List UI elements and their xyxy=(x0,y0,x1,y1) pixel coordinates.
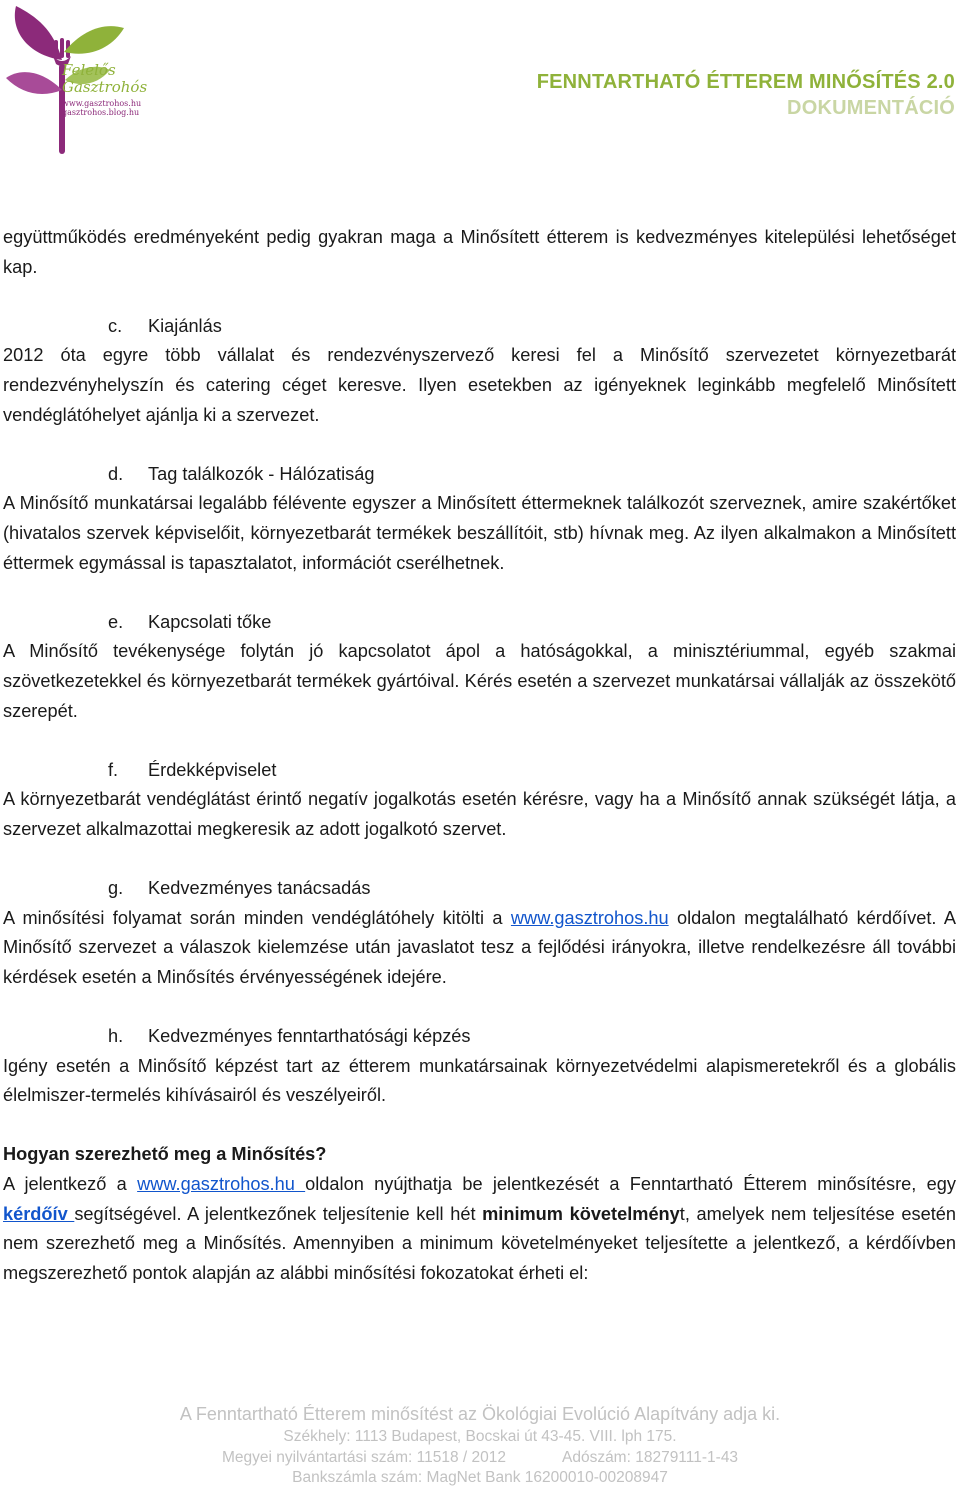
section-heading-c xyxy=(3,312,956,342)
text-run: oldalon megtalálható kérdőívet. A Minősítő szervezet a válaszok kielemzése után javaslatot tesz a fejlődési irányokra, illetve rendelkezésre áll további kérdések esetén a Minősítés érvényességének idejére. xyxy=(3,907,956,987)
footer-issuer: A Fenntartható Étterem minősítést az Ökológiai Evolúció Alapítvány adja ki. xyxy=(179,1404,781,1424)
footer-registration xyxy=(0,1449,960,1467)
section-letter: e. xyxy=(108,611,124,632)
section-heading-h xyxy=(3,1022,956,1052)
section-title: Érdekképviselet xyxy=(148,759,277,780)
section-letter: h. xyxy=(108,1026,124,1047)
logo-url-main: www.gasztrohos.hu xyxy=(62,99,142,108)
footer-bank-account: Bankszámla szám: MagNet Bank 16200010-00208947 xyxy=(292,1469,668,1486)
text-run: t, amelyek nem teljesítése esetén nem szerezhető meg a Minősítés. Amennyiben a minimum követelményeket teljesítette a jelentkező, a kérdőívben megszerezhető pontok alapján az alábbi minősítési fokozatokat érheti el: xyxy=(3,1203,957,1283)
section-text-e: A Minősítő tevékenysége folytán jó kapcsolatot ápol a hatóságokkal, a minisztériummal, egyéb szakmai szövetkezetekkel és környezetbarát termékek gyártóival. Kérés esetén a szervezet munkatársai vállalják az összekötő szerepét. xyxy=(3,641,956,721)
footer-address: Székhely: 1113 Budapest, Bocskai út 43-45. VIII. lph 175. xyxy=(283,1428,677,1445)
text-run: A jelentkező a xyxy=(3,1174,138,1194)
section-text-d: A Minősítő munkatársai legalább félévente egyszer a Minősített éttermeknek találkozót szerveznek, amire szakértőket (hivatalos szervek képviselőit, környezetbarát termékek beszállítóit, stb) hívnak meg. Az ilyen alkalmakon a Minősített éttermek egymással is tapasztalatot, információt cserélhetnek. xyxy=(3,493,956,573)
page-header xyxy=(0,0,960,170)
logo-url-blog: gasztrohos.blog.hu xyxy=(62,108,140,117)
text-run: A minősítési folyamat során minden vendéglátóhely kitölti a xyxy=(3,907,511,928)
section-title: Kapcsolati tőke xyxy=(148,611,272,632)
section-letter: c. xyxy=(108,315,123,336)
section-text-c: 2012 óta egyre több vállalat és rendezvényszervező keresi fel a Minősítő szervezetet környezetbarát rendezvényhelyszín és catering céget keresve. Ilyen esetekben az igényeknek leginkább megfelelő Minősített vendéglátóhelyet ajánlja ki a szervezet. xyxy=(3,345,956,425)
section-title: Kedvezményes fenntarthatósági képzés xyxy=(148,1026,471,1047)
document-subtitle: DOKUMENTÁCIÓ xyxy=(787,97,955,119)
document-body xyxy=(3,223,956,1288)
logo-text-felelos: Felelős xyxy=(62,61,116,79)
minimum-requirement-bold: minimum követelmény xyxy=(482,1203,680,1224)
document-title: FENNTARTHATÓ ÉTTEREM MINŐSÍTÉS 2.0 xyxy=(536,71,955,93)
section-title: Kiajánlás xyxy=(148,315,222,336)
felelos-gasztrohos-logo xyxy=(2,0,158,168)
kerdoiv-link[interactable]: kérdőív xyxy=(3,1203,75,1224)
gasztrohos-link-2[interactable]: www.gasztrohos.hu xyxy=(137,1174,306,1194)
text-run: segítségével. A jelentkezőnek teljesítenie kell hét xyxy=(74,1203,483,1224)
how-paragraph xyxy=(3,1170,956,1288)
section-heading-d xyxy=(3,460,956,490)
section-title: Kedvezményes tanácsadás xyxy=(148,878,371,899)
section-letter: f. xyxy=(108,759,119,780)
section-text-h: Igény esetén a Minősítő képzést tart az étterem munkatársainak környezetvédelmi alapismeretekről és a globális élelmiszer-termelés kihívásairól és veszélyeiről. xyxy=(3,1055,956,1106)
section-text-g xyxy=(3,904,956,993)
section-letter: d. xyxy=(108,463,124,484)
logo-text-gasztrohos: Gasztrohós xyxy=(62,78,148,96)
section-heading-f xyxy=(3,756,956,786)
section-heading-g xyxy=(3,874,956,904)
section-heading-e xyxy=(3,608,956,638)
text-run: oldalon nyújthatja be jelentkezését a Fenntartható Étterem minősítésre, egy xyxy=(305,1174,956,1194)
section-text-f: A környezetbarát vendéglátást érintő negatív jogalkotás esetén kérésre, vagy ha a Minősítő annak szükségét látja, a szervezet alkalmazottai megkeresik az adott jogalkotó szervet. xyxy=(3,789,956,839)
gasztrohos-link[interactable]: www.gasztrohos.hu xyxy=(510,907,669,928)
footer-registration-number: Megyei nyilvántartási szám: 11518 / 2012 xyxy=(221,1449,506,1466)
footer-tax-number: Adószám: 18279111-1-43 xyxy=(561,1449,739,1466)
how-title: Hogyan szerezhető meg a Minősítés? xyxy=(3,1144,327,1165)
intro-paragraph: együttműködés eredményeként pedig gyakran maga a Minősített étterem is kedvezményes kitelepülési lehetőséget kap. xyxy=(3,227,956,277)
section-title: Tag találkozók - Hálózatiság xyxy=(148,463,375,484)
section-letter: g. xyxy=(108,878,124,899)
